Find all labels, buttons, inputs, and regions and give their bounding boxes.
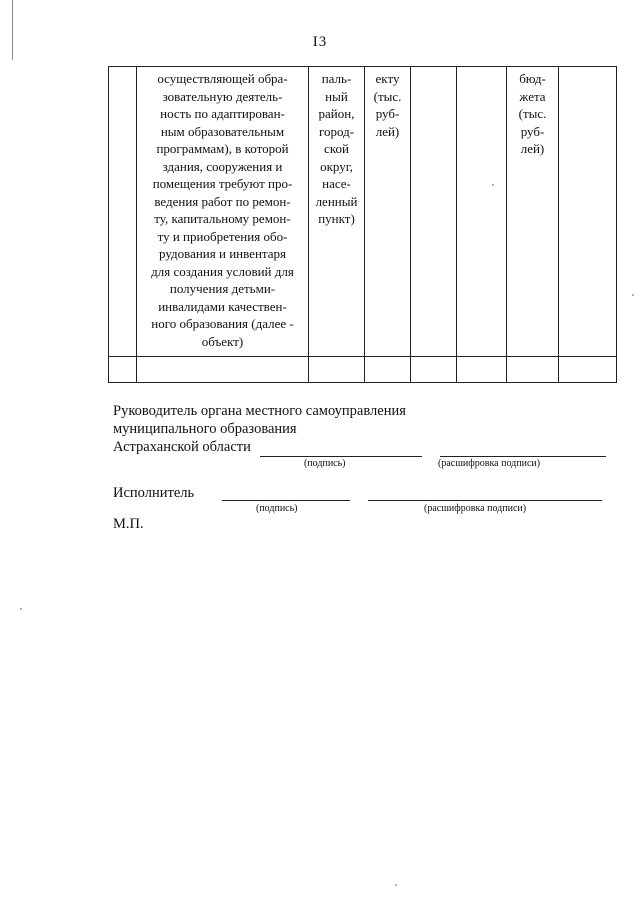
table-cell: [411, 67, 457, 357]
head-sign-caption: (подпись): [304, 458, 346, 469]
executor-decode-caption: (расшифровка подписи): [424, 503, 527, 514]
table-row-empty: [109, 357, 617, 383]
seal-mark: М.П.: [113, 516, 144, 532]
head-title-line1: Руководитель органа местного самоуправления: [113, 403, 406, 419]
table-cell: [365, 357, 411, 383]
table-cell: [507, 357, 559, 383]
table-cell-budget: [507, 67, 559, 357]
table-cell: [559, 357, 617, 383]
executor-label: Исполнитель: [113, 485, 195, 501]
table-cell: [137, 357, 309, 383]
page-number: I3: [312, 34, 328, 50]
table-cell-location: [309, 67, 365, 357]
head-title-line3: Астраханской области: [113, 439, 251, 455]
scan-speck: [492, 184, 494, 186]
budget-text: бюд- жета (тыс. руб- лей): [518, 71, 547, 156]
head-decode-line: [440, 456, 606, 457]
report-table: [108, 66, 617, 383]
scan-speck: [632, 294, 634, 296]
scan-speck: [395, 884, 397, 886]
table-cell: [309, 357, 365, 383]
table-cell: [411, 357, 457, 383]
table-cell-object-description: [137, 67, 309, 357]
table-cell: [457, 67, 507, 357]
head-signature-block: [113, 402, 406, 456]
scan-edge-mark: [12, 0, 13, 60]
executor-signature-line: [222, 500, 350, 501]
object-description-text: осуществляющей обра- зовательную деятель- ность по адаптирован- ным образовательным программам), в которой здания, сооружения и помещения требуют про- ведения работ по ремон- ту, капитальному ремон- ту и приобретения обо- рудования и инвентаря для создания условий для получения детьми- инвалидами качествен- ного образования (далее - объект): [151, 71, 294, 349]
table-row: [109, 67, 617, 357]
executor-sign-caption: (подпись): [256, 503, 298, 514]
table-cell: [559, 67, 617, 357]
scan-speck: [20, 608, 22, 610]
head-title-line2: муниципального образования: [113, 421, 297, 437]
head-decode-caption: (расшифровка подписи): [438, 458, 541, 469]
head-signature-line: [260, 456, 422, 457]
table-cell: [457, 357, 507, 383]
table-cell: [109, 357, 137, 383]
table-cell: [109, 67, 137, 357]
table-cell-object-cost: [365, 67, 411, 357]
executor-decode-line: [368, 500, 602, 501]
location-text: паль- ный район, город- ской округ, насе- ленный пункт): [315, 71, 358, 226]
object-cost-text: екту (тыс. руб- лей): [373, 71, 402, 139]
